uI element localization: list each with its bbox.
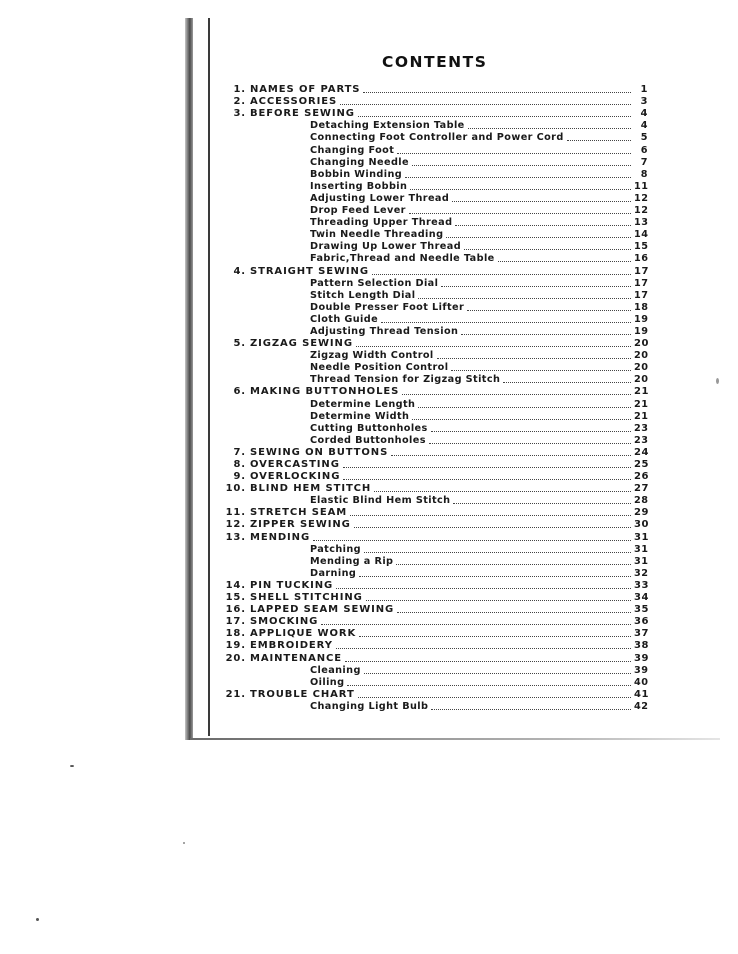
toc-entry (214, 592, 648, 604)
toc-entry-label: SMOCKING (250, 616, 319, 628)
toc-entry-label: Changing Light Bulb (310, 700, 429, 712)
toc-entry (214, 471, 648, 483)
toc-dot-leader (366, 600, 631, 601)
toc-entry (214, 181, 648, 193)
toc-page-number: 39 (634, 664, 649, 676)
toc-dot-leader (429, 443, 631, 444)
toc-dot-leader (359, 636, 631, 637)
toc-entry-number: 19. (225, 640, 246, 652)
toc-entry-label: Changing Foot (310, 144, 395, 156)
toc-entry (214, 132, 648, 144)
toc-entry-label: Adjusting Thread Tension (310, 325, 459, 337)
toc-dot-leader (350, 515, 631, 516)
toc-page-number: 4 (640, 120, 648, 132)
toc-entry (214, 157, 648, 169)
toc-dot-leader (402, 394, 631, 395)
toc-page-number: 3 (640, 96, 648, 108)
toc-page-number: 4 (640, 108, 648, 120)
toc-entry (214, 278, 648, 290)
toc-page-number: 35 (634, 604, 649, 616)
toc-dot-leader (358, 697, 631, 698)
toc-page-number: 19 (634, 313, 649, 325)
toc-page-number: 19 (634, 325, 649, 337)
toc-page-number: 12 (634, 205, 649, 217)
toc-entry (214, 628, 648, 640)
page-title: CONTENTS (382, 53, 488, 71)
toc-page-number: 29 (634, 507, 649, 519)
toc-entry (214, 362, 648, 374)
toc-entry-label: NAMES OF PARTS (250, 84, 361, 96)
toc-entry (214, 640, 648, 652)
toc-dot-leader (340, 104, 631, 105)
toc-dot-leader (363, 92, 631, 93)
toc-page-number: 37 (634, 628, 649, 640)
toc-entry-label: Patching (310, 543, 361, 555)
toc-entry (214, 193, 648, 205)
toc-entry-label: Mending a Rip (310, 555, 394, 567)
toc-dot-leader (452, 201, 631, 202)
toc-page-number: 31 (634, 555, 649, 567)
toc-entry-label: PIN TUCKING (250, 579, 334, 591)
toc-entry (214, 326, 648, 338)
toc-dot-leader (461, 334, 631, 335)
toc-entry (214, 616, 648, 628)
toc-page-number: 21 (634, 386, 649, 398)
toc-page-number: 24 (634, 446, 649, 458)
toc-dot-leader (498, 261, 631, 262)
toc-dot-leader (354, 527, 631, 528)
toc-dot-leader (396, 564, 631, 565)
toc-entry-label: SHELL STITCHING (250, 592, 363, 604)
toc-entry-label: Threading Upper Thread (310, 217, 453, 229)
toc-dot-leader (391, 455, 631, 456)
toc-entry-label: OVERCASTING (250, 459, 340, 470)
toc-page-number: 15 (634, 241, 649, 253)
toc-dot-leader (364, 552, 631, 553)
toc-entry (214, 108, 648, 120)
toc-entry-number: 4. (233, 265, 246, 277)
scan-speck (716, 378, 719, 384)
toc-entry-number: 21. (225, 688, 246, 700)
toc-entry (214, 229, 648, 241)
toc-dot-leader (358, 116, 631, 117)
toc-page-number: 6 (640, 144, 648, 156)
toc-entry-label: Stitch Length Dial (310, 289, 416, 301)
toc-entry-label: STRETCH SEAM (250, 507, 348, 519)
toc-dot-leader (347, 685, 631, 686)
toc-page-number: 25 (634, 459, 649, 470)
toc-entry-number: 14. (225, 579, 246, 591)
toc-entry-label: EMBROIDERY (250, 640, 333, 652)
toc-dot-leader (451, 370, 631, 371)
toc-entry (214, 459, 648, 471)
toc-dot-leader (412, 419, 631, 420)
toc-entry-label: Elastic Blind Hem Stitch (310, 495, 451, 507)
toc-entry (214, 701, 648, 713)
toc-page-number: 39 (634, 652, 649, 664)
toc-entry-number: 18. (225, 628, 246, 640)
toc-page-number: 20 (634, 350, 649, 362)
toc-entry-label: Adjusting Lower Thread (310, 192, 450, 204)
toc-page-number: 17 (634, 289, 649, 301)
toc-entry-number: 7. (233, 446, 246, 458)
toc-page-number: 33 (634, 579, 649, 591)
toc-entry-number: 10. (225, 483, 246, 495)
toc-entry (214, 290, 648, 302)
toc-entry-number: 1. (233, 84, 246, 96)
toc-page-number: 20 (634, 362, 649, 374)
toc-entry (214, 253, 648, 265)
toc-entry-label: Corded Buttonholes (310, 434, 426, 446)
toc-dot-leader (412, 165, 631, 166)
toc-entry-label: ACCESSORIES (250, 96, 338, 108)
toc-entry-label: BLIND HEM STITCH (250, 483, 372, 495)
toc-entry-number: 12. (225, 519, 246, 531)
toc-entry (214, 580, 648, 592)
toc-entry-label: APPLIQUE WORK (250, 628, 357, 640)
toc-entry-label: TROUBLE CHART (250, 688, 355, 700)
toc-entry-label: MENDING (250, 531, 311, 543)
toc-entry (214, 205, 648, 217)
toc-entry-label: Connecting Foot Controller and Power Cord (310, 132, 564, 144)
toc-entry-label: Pattern Selection Dial (310, 277, 439, 289)
toc-entry-label: Cloth Guide (310, 313, 379, 325)
toc-entry (214, 544, 648, 556)
toc-page-number: 8 (640, 168, 648, 180)
toc-dot-leader (431, 709, 631, 710)
toc-entry-label: BEFORE SEWING (250, 108, 355, 120)
toc-entry-number: 2. (233, 96, 246, 108)
toc-entry (214, 495, 648, 507)
toc-entry (214, 652, 648, 664)
toc-entry (214, 302, 648, 314)
toc-entry-label: Twin Needle Threading (310, 229, 444, 241)
toc-dot-leader (345, 661, 631, 662)
toc-page-number: 26 (634, 471, 649, 483)
toc-dot-leader (409, 213, 631, 214)
toc-entry-label: Cutting Buttonholes (310, 422, 428, 434)
toc-entry (214, 84, 648, 96)
toc-dot-leader (467, 310, 631, 311)
toc-entry (214, 314, 648, 326)
toc-dot-leader (410, 189, 631, 190)
toc-entry-number: 16. (225, 604, 246, 616)
toc-dot-leader (468, 128, 631, 129)
toc-page-number: 20 (634, 338, 649, 350)
toc-entry-label: ZIGZAG SEWING (250, 338, 353, 350)
toc-entry-label: Bobbin Winding (310, 168, 403, 180)
toc-entry-number: 15. (225, 592, 246, 604)
toc-entry-label: SEWING ON BUTTONS (250, 446, 389, 458)
toc-dot-leader (372, 274, 631, 275)
toc-dot-leader (418, 407, 631, 408)
toc-entry (214, 447, 648, 459)
toc-entry-label: Determine Length (310, 398, 416, 410)
toc-entry-number: 5. (233, 338, 246, 350)
toc-entry (214, 665, 648, 677)
toc-dot-leader (441, 286, 631, 287)
toc-dot-leader (374, 491, 631, 492)
toc-entry (214, 689, 648, 701)
toc-page-number: 7 (640, 156, 648, 168)
toc-entry-label: MAKING BUTTONHOLES (250, 386, 400, 398)
page-binding-shadow (185, 18, 193, 740)
toc-entry-label: Drawing Up Lower Thread (310, 241, 462, 253)
toc-page-number: 40 (634, 676, 649, 688)
toc-entry-number: 20. (225, 652, 246, 664)
toc-entry-label: Zigzag Width Control (310, 350, 434, 362)
toc-entry-label: Inserting Bobbin (310, 180, 408, 192)
toc-page-number: 11 (634, 180, 649, 192)
toc-page-number: 32 (634, 567, 649, 579)
toc-dot-leader (359, 576, 631, 577)
toc-dot-leader (364, 673, 631, 674)
toc-page-number: 30 (634, 519, 649, 531)
toc-entry (214, 350, 648, 362)
toc-entry-label: STRAIGHT SEWING (250, 265, 369, 277)
toc-dot-leader (356, 346, 631, 347)
toc-dot-leader (397, 153, 631, 154)
toc-entry (214, 241, 648, 253)
toc-entry-label: Cleaning (310, 664, 361, 676)
toc-page-number: 18 (634, 301, 649, 313)
toc-entry (214, 265, 648, 277)
toc-dot-leader (446, 237, 631, 238)
page-margin-line (208, 18, 210, 736)
toc-page-number: 1 (640, 84, 648, 96)
toc-entry (214, 507, 648, 519)
toc-page-number: 31 (634, 543, 649, 555)
toc-dot-leader (343, 467, 631, 468)
toc-entry-label: Fabric,Thread and Needle Table (310, 253, 495, 265)
scan-speck (70, 765, 74, 767)
toc-entry-number: 11. (225, 507, 246, 519)
toc-entry-label: Drop Feed Lever (310, 205, 406, 217)
toc-entry-label: Darning (310, 567, 357, 579)
toc-dot-leader (431, 431, 631, 432)
toc-dot-leader (503, 382, 631, 383)
toc-dot-leader (453, 503, 631, 504)
toc-entry (214, 531, 648, 543)
toc-entry-label: Double Presser Foot Lifter (310, 301, 465, 313)
toc-page-number: 20 (634, 374, 649, 386)
toc-page-number: 16 (634, 253, 649, 265)
toc-entry-number: 8. (233, 459, 246, 470)
toc-dot-leader (567, 140, 631, 141)
toc-page-number: 14 (634, 229, 649, 241)
toc-entry-label: OVERLOCKING (250, 471, 341, 483)
toc-entry (214, 96, 648, 108)
toc-dot-leader (464, 249, 631, 250)
toc-page-number: 38 (634, 640, 649, 652)
page-bottom-edge (190, 738, 720, 740)
toc-page-number: 5 (640, 132, 648, 144)
toc-entry-label: Thread Tension for Zigzag Stitch (310, 374, 501, 386)
toc-entry (214, 423, 648, 435)
toc-dot-leader (418, 298, 631, 299)
toc-page-number: 21 (634, 398, 649, 410)
toc-entry-number: 6. (233, 386, 246, 398)
toc-entry-label: Oiling (310, 676, 345, 688)
toc-page-number: 41 (634, 688, 649, 700)
toc-dot-leader (336, 588, 631, 589)
toc-entry-number: 13. (225, 531, 246, 543)
toc-entry (214, 120, 648, 132)
toc-page-number: 17 (634, 265, 649, 277)
toc-dot-leader (397, 612, 631, 613)
toc-entry (214, 483, 648, 495)
toc-page-number: 31 (634, 531, 649, 543)
toc-entry (214, 411, 648, 423)
toc-entry (214, 568, 648, 580)
scan-speck (183, 842, 185, 844)
toc-page-number: 27 (634, 483, 649, 495)
toc-page-number: 17 (634, 277, 649, 289)
toc-entry (214, 144, 648, 156)
toc-page-number: 23 (634, 434, 649, 446)
toc-dot-leader (437, 358, 631, 359)
toc-page-number: 42 (634, 700, 649, 712)
toc-entry (214, 604, 648, 616)
toc-page-number: 13 (634, 217, 649, 229)
toc-entry-label: Changing Needle (310, 156, 409, 168)
toc-entry-label: LAPPED SEAM SEWING (250, 604, 395, 616)
toc-entry-label: Determine Width (310, 410, 410, 422)
toc-page-number: 36 (634, 616, 649, 628)
toc-entry (214, 677, 648, 689)
toc-entry (214, 374, 648, 386)
toc-entry-number: 3. (233, 108, 246, 120)
toc-entry-number: 9. (233, 471, 246, 483)
toc-entry-label: Needle Position Control (310, 362, 449, 374)
toc-dot-leader (313, 540, 631, 541)
toc-entry (214, 519, 648, 531)
toc-dot-leader (321, 624, 631, 625)
toc-dot-leader (381, 322, 631, 323)
toc-entry (214, 435, 648, 447)
toc-entry (214, 556, 648, 568)
toc-dot-leader (336, 648, 631, 649)
toc-entry-label: Detaching Extension Table (310, 120, 465, 132)
toc-entry-label: MAINTENANCE (250, 652, 342, 664)
toc-page-number: 28 (634, 495, 649, 507)
toc-entry-label: ZIPPER SEWING (250, 519, 351, 531)
toc-page-number: 23 (634, 422, 649, 434)
toc-page-number: 21 (634, 410, 649, 422)
scan-speck (36, 918, 39, 921)
toc-dot-leader (405, 177, 631, 178)
toc-page-number: 12 (634, 192, 649, 204)
toc-entry (214, 217, 648, 229)
toc-entry (214, 386, 648, 398)
toc-entry (214, 338, 648, 350)
toc-dot-leader (343, 479, 631, 480)
toc-entry (214, 169, 648, 181)
toc-page-number: 34 (634, 592, 649, 604)
table-of-contents (214, 84, 648, 713)
toc-dot-leader (455, 225, 631, 226)
toc-entry-number: 17. (225, 616, 246, 628)
toc-entry (214, 398, 648, 410)
